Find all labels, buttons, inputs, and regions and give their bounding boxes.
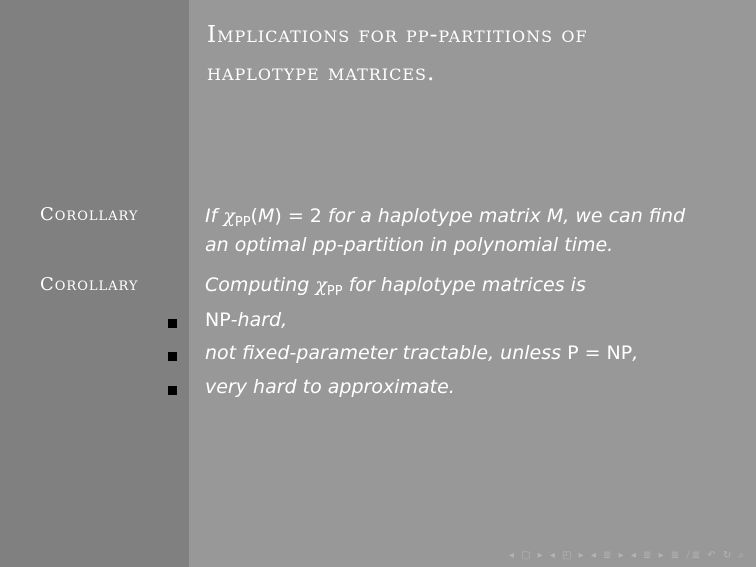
bullet-item-3: very hard to approximate. (205, 376, 455, 398)
slide-title: Implications for pp-partitions of haplotype matrices. (207, 22, 588, 86)
corollary-label-1: Corollary (40, 204, 139, 225)
bullet-marker (168, 352, 177, 361)
corollary-1-text: If $\chi_{PP}(M) = 2$ for a haplotype matrix M, we can find an optimal pp-partition in polynomial time. (205, 205, 686, 256)
bullet-item-1: NP-hard, (205, 309, 288, 331)
bullet-item-2: not fixed-parameter tractable, unless P = NP, (205, 342, 639, 364)
corollary-2-text: Computing $\chi_{PP}$ for haplotype matrices is (205, 274, 586, 299)
corollary-label-2: Corollary (40, 274, 139, 295)
bullet-marker (168, 319, 177, 328)
bullet-marker (168, 386, 177, 395)
beamer-navigation-icons[interactable]: ◂ ▢ ▸ ◂ ◰ ▸ ◂ ≣ ▸ ◂ ≣ ▸ ≣ ⧸≣ ↶ ↻ ⌕ (508, 550, 746, 561)
